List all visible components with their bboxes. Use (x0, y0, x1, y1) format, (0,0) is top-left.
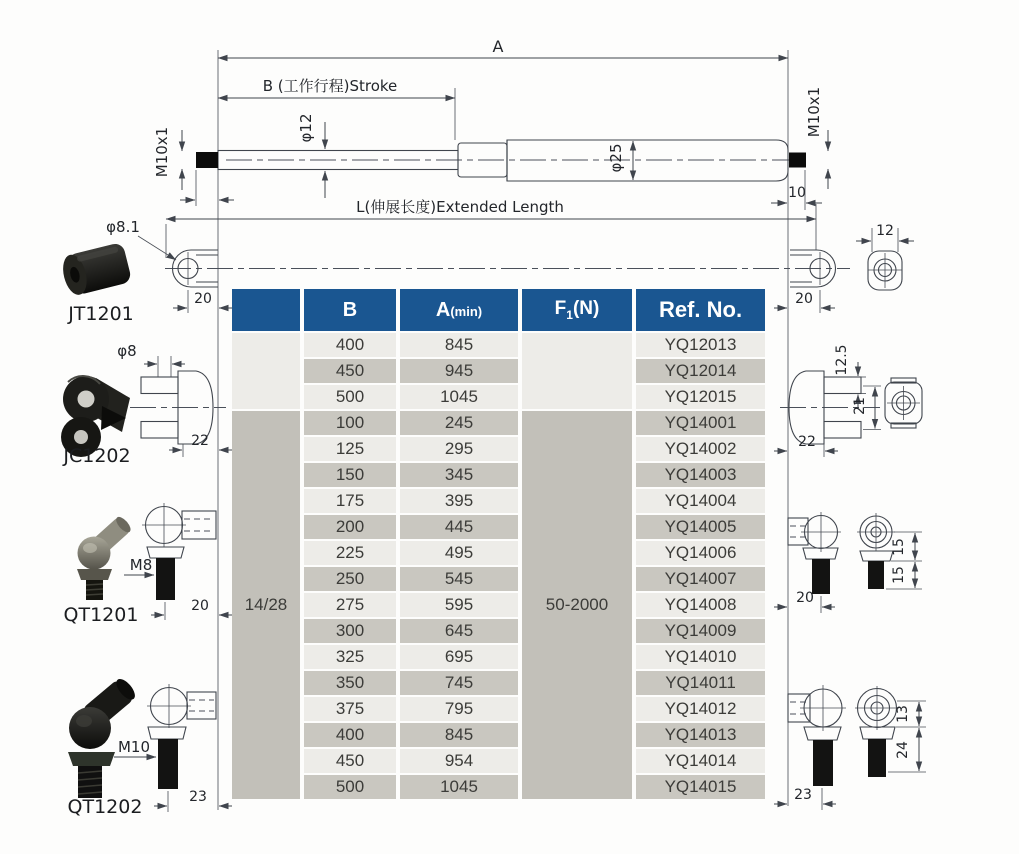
table-row (232, 619, 765, 643)
table-row (232, 437, 765, 461)
fork-dim-12-5: 12.5 (834, 344, 850, 376)
table-row (232, 489, 765, 513)
fork-dim-22: 22 (798, 434, 816, 450)
cell-ref: YQ14007 (636, 567, 765, 591)
cell-b-group: 14/28 (232, 411, 300, 799)
rod-thread-left (196, 152, 218, 168)
jc-dia-label: φ8 (117, 342, 137, 360)
qt1201-drawing (124, 503, 232, 620)
cell-b: 500 (304, 775, 396, 799)
ball-m10-dim-23: 23 (794, 787, 812, 803)
table-row (232, 567, 765, 591)
cell-ref: YQ14009 (636, 619, 765, 643)
table-row (232, 359, 765, 383)
qt1202-label: QT1202 (67, 796, 143, 818)
spec-table (228, 287, 769, 801)
cell-b: 125 (304, 437, 396, 461)
cell-ref: YQ14015 (636, 775, 765, 799)
eye-width-label: 12 (876, 223, 894, 239)
cell-ref: YQ12015 (636, 385, 765, 409)
dim-a-label: A (492, 37, 504, 56)
cell-b: 400 (304, 333, 396, 357)
jc1202-drawing (130, 356, 232, 457)
cylinder-body (507, 140, 788, 181)
cell-a-min: 954 (400, 749, 518, 773)
cell-b: 275 (304, 593, 396, 617)
fork-right-drawing (774, 344, 922, 457)
cell-a-min: 595 (400, 593, 518, 617)
cell-a-min: 395 (400, 489, 518, 513)
cell-ref: YQ14013 (636, 723, 765, 747)
cell-ref: YQ14010 (636, 645, 765, 669)
cell-b: 150 (304, 463, 396, 487)
qt1202-drawing (114, 684, 232, 812)
ball-m8-dim-20: 20 (796, 590, 814, 606)
jt1201-label: JT1201 (68, 303, 134, 325)
cell-a-min: 845 (400, 723, 518, 747)
table-header-row (232, 289, 765, 331)
table-row (232, 671, 765, 695)
cell-ref: YQ14002 (636, 437, 765, 461)
cell-b: 375 (304, 697, 396, 721)
cell-ref: YQ14006 (636, 541, 765, 565)
header-ref: Ref. No. (636, 289, 765, 331)
eyelet-front-view (856, 223, 914, 290)
cell-b: 225 (304, 541, 396, 565)
cell-b: 350 (304, 671, 396, 695)
ball-m10-dim-13: 13 (895, 705, 911, 723)
qt1-len-label: 20 (191, 598, 209, 614)
cell-b-group (232, 333, 300, 409)
extended-length-label: L(伸展长度)Extended Length (356, 198, 564, 216)
table-row (232, 593, 765, 617)
cell-ref: YQ14005 (636, 515, 765, 539)
stroke-label: B (工作行程)Stroke (262, 77, 398, 95)
thread-right-label: M10x1 (805, 86, 823, 138)
thread-len-label: 10 (788, 185, 806, 201)
qt1-thread-label: M8 (129, 556, 153, 574)
cell-a-min: 495 (400, 541, 518, 565)
cell-a-min: 245 (400, 411, 518, 435)
table-row (232, 515, 765, 539)
ball-m8-right-drawing (774, 512, 922, 613)
cell-b: 250 (304, 567, 396, 591)
cell-a-min: 845 (400, 333, 518, 357)
qt1202-photo (68, 675, 139, 798)
cell-a-min: 795 (400, 697, 518, 721)
table-row (232, 541, 765, 565)
cell-b: 300 (304, 619, 396, 643)
ball-m10-right-drawing (774, 685, 926, 810)
ball-m8-dim-15b: 15 (891, 566, 907, 584)
rod-dia-label: φ12 (297, 113, 315, 143)
cell-b: 450 (304, 359, 396, 383)
cell-ref: YQ12014 (636, 359, 765, 383)
thread-left-label: M10x1 (153, 126, 171, 178)
cell-ref: YQ14011 (636, 671, 765, 695)
cell-b: 200 (304, 515, 396, 539)
table-row (232, 645, 765, 669)
qt1201-photo (77, 515, 133, 600)
cell-a-min: 945 (400, 359, 518, 383)
cell-a-min: 295 (400, 437, 518, 461)
cell-ref: YQ14012 (636, 697, 765, 721)
body-dia-label: φ25 (607, 143, 625, 173)
table-row (232, 723, 765, 747)
spec-table-body (232, 333, 765, 799)
header-a-min: A(min) (400, 289, 518, 331)
cell-a-min: 1045 (400, 775, 518, 799)
cell-b: 100 (304, 411, 396, 435)
jc-len-label: 22 (191, 433, 209, 449)
cell-b: 325 (304, 645, 396, 669)
table-row (232, 411, 765, 435)
cell-ref: YQ12013 (636, 333, 765, 357)
table-row (232, 385, 765, 409)
cell-a-min: 1045 (400, 385, 518, 409)
cell-a-min: 445 (400, 515, 518, 539)
table-row (232, 463, 765, 487)
table-row (232, 749, 765, 773)
table-row (232, 697, 765, 721)
rod-thread-right (789, 153, 806, 168)
header-b: B (304, 289, 396, 331)
eye-len-left-label: 20 (194, 291, 212, 307)
cell-b: 400 (304, 723, 396, 747)
cell-a-min: 645 (400, 619, 518, 643)
cell-b: 500 (304, 385, 396, 409)
header-blank (232, 289, 300, 331)
cell-a-min: 545 (400, 567, 518, 591)
cell-ref: YQ14004 (636, 489, 765, 513)
cell-b: 450 (304, 749, 396, 773)
qt2-thread-label: M10 (117, 738, 151, 756)
cell-ref: YQ14014 (636, 749, 765, 773)
qt2-len-label: 23 (189, 789, 207, 805)
ball-m8-dim-15a: 15 (891, 538, 907, 556)
jc1202-label: JC1202 (63, 445, 131, 467)
ball-m10-dim-24: 24 (895, 741, 911, 759)
cell-a-min: 345 (400, 463, 518, 487)
cell-a-min: 695 (400, 645, 518, 669)
eye-len-right-label: 20 (795, 291, 813, 307)
qt1201-label: QT1201 (63, 604, 139, 626)
cell-f1: 50-2000 (522, 411, 632, 799)
cell-ref: YQ14003 (636, 463, 765, 487)
cell-a-min: 745 (400, 671, 518, 695)
cell-ref: YQ14008 (636, 593, 765, 617)
cell-f1 (522, 333, 632, 409)
cell-ref: YQ14001 (636, 411, 765, 435)
main-view (153, 37, 828, 210)
jt-dia-label: φ8.1 (106, 218, 140, 236)
jt1201-photo (59, 242, 132, 298)
fork-dim-21: 21 (852, 397, 868, 415)
table-row (232, 333, 765, 357)
cell-b: 175 (304, 489, 396, 513)
table-row (232, 775, 765, 799)
header-f1: $F_1(N)$ (522, 289, 632, 331)
